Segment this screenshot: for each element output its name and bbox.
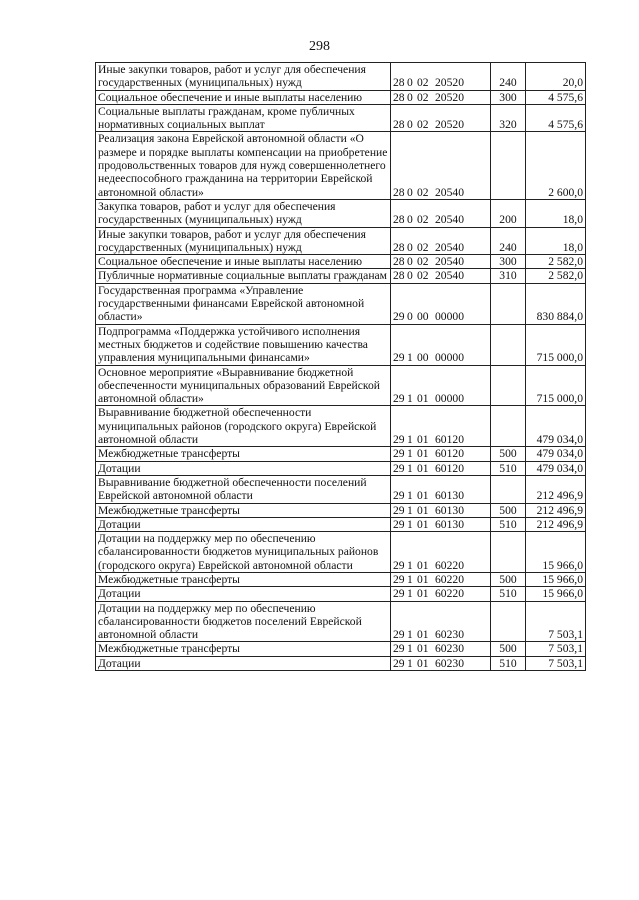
code-part-4: 60230	[435, 656, 464, 670]
code-part-3: 01	[417, 517, 429, 531]
code-part-1: 29	[393, 503, 405, 517]
code-part-1: 28	[393, 240, 405, 254]
code-part-3: 01	[417, 392, 429, 406]
row-expense-type	[491, 132, 526, 199]
code-part-1: 29	[393, 517, 405, 531]
row-code	[391, 365, 491, 406]
code-part-4: 20540	[435, 255, 464, 269]
code-part-2: 1	[407, 503, 413, 517]
code-part-3: 01	[417, 656, 429, 670]
code-part-4: 20520	[435, 76, 464, 90]
code-part-4: 00000	[435, 351, 464, 365]
table-row	[96, 324, 586, 365]
table-row	[96, 283, 586, 324]
code-part-2: 1	[407, 461, 413, 475]
code-part-4: 60220	[435, 558, 464, 572]
row-sum: 4 575,6	[526, 104, 586, 132]
row-name: Реализация закона Еврейской автономной области «О размере и порядке выплаты компенсации на приобретение продовольственных товаров для нужд совершеннолетнего недееспособного гражданина на территории Еврейской автономной области»	[96, 132, 391, 199]
row-sum: 20,0	[526, 63, 586, 91]
code-part-4: 20540	[435, 269, 464, 283]
code-part-3: 01	[417, 461, 429, 475]
row-name: Дотации	[96, 656, 391, 670]
row-code	[391, 475, 491, 503]
table-row	[96, 365, 586, 406]
row-code	[391, 324, 491, 365]
budget-table-body	[96, 63, 586, 671]
code-part-4: 60230	[435, 628, 464, 642]
page-number: 298	[309, 39, 330, 54]
row-sum: 212 496,9	[526, 475, 586, 503]
code-part-2: 0	[407, 255, 413, 269]
table-row	[96, 532, 586, 573]
code-part-3: 01	[417, 572, 429, 586]
row-code	[391, 532, 491, 573]
row-expense-type: 500	[491, 503, 526, 517]
table-row	[96, 406, 586, 447]
row-name: Дотации	[96, 461, 391, 475]
table-row	[96, 447, 586, 461]
row-code	[391, 656, 491, 670]
code-part-3: 02	[417, 185, 429, 199]
code-part-2: 0	[407, 185, 413, 199]
budget-table	[95, 62, 586, 671]
table-row	[96, 63, 586, 91]
table-row	[96, 642, 586, 656]
code-part-2: 1	[407, 558, 413, 572]
row-expense-type: 200	[491, 199, 526, 227]
code-part-1: 28	[393, 90, 405, 104]
row-expense-type: 240	[491, 227, 526, 255]
code-part-2: 1	[407, 351, 413, 365]
row-expense-type	[491, 406, 526, 447]
table-row	[96, 656, 586, 670]
row-name: Подпрограмма «Поддержка устойчивого исполнения местных бюджетов и содействие повышению качества управления муниципальными финансами»	[96, 324, 391, 365]
code-part-4: 20540	[435, 185, 464, 199]
code-part-2: 1	[407, 572, 413, 586]
row-expense-type: 500	[491, 572, 526, 586]
code-part-3: 02	[417, 240, 429, 254]
row-code	[391, 255, 491, 269]
row-expense-type: 310	[491, 269, 526, 283]
code-part-1: 28	[393, 185, 405, 199]
table-row	[96, 269, 586, 283]
code-part-3: 01	[417, 628, 429, 642]
code-part-2: 1	[407, 489, 413, 503]
row-name: Социальное обеспечение и иные выплаты населению	[96, 255, 391, 269]
row-name: Закупка товаров, работ и услуг для обеспечения государственных (муниципальных) нужд	[96, 199, 391, 227]
code-part-4: 20540	[435, 240, 464, 254]
code-part-4: 60120	[435, 447, 464, 461]
table-row	[96, 503, 586, 517]
row-name: Дотации на поддержку мер по обеспечению сбалансированности бюджетов поселений Еврейской автономной области	[96, 601, 391, 642]
code-part-1: 29	[393, 489, 405, 503]
code-part-3: 02	[417, 118, 429, 132]
table-row	[96, 227, 586, 255]
code-part-1: 29	[393, 392, 405, 406]
code-part-3: 02	[417, 90, 429, 104]
row-name: Межбюджетные трансферты	[96, 503, 391, 517]
row-sum: 18,0	[526, 199, 586, 227]
table-row	[96, 475, 586, 503]
row-sum: 15 966,0	[526, 572, 586, 586]
code-part-1: 29	[393, 433, 405, 447]
row-code	[391, 503, 491, 517]
code-part-4: 60230	[435, 642, 464, 656]
code-part-4: 00000	[435, 310, 464, 324]
row-sum: 212 496,9	[526, 517, 586, 531]
code-part-3: 01	[417, 433, 429, 447]
code-part-4: 60120	[435, 433, 464, 447]
row-name: Основное мероприятие «Выравнивание бюджетной обеспеченности муниципальных образований Еврейской автономной области»	[96, 365, 391, 406]
row-name: Межбюджетные трансферты	[96, 642, 391, 656]
row-expense-type: 300	[491, 90, 526, 104]
code-part-2: 0	[407, 310, 413, 324]
code-part-3: 02	[417, 255, 429, 269]
row-sum: 15 966,0	[526, 587, 586, 601]
row-expense-type	[491, 283, 526, 324]
code-part-4: 20520	[435, 118, 464, 132]
table-row	[96, 587, 586, 601]
code-part-4: 60130	[435, 517, 464, 531]
row-sum: 479 034,0	[526, 406, 586, 447]
row-expense-type	[491, 532, 526, 573]
row-code	[391, 642, 491, 656]
code-part-3: 01	[417, 558, 429, 572]
row-expense-type	[491, 475, 526, 503]
row-expense-type	[491, 365, 526, 406]
code-part-4: 20520	[435, 90, 464, 104]
row-name: Социальные выплаты гражданам, кроме публичных нормативных социальных выплат	[96, 104, 391, 132]
table-row	[96, 132, 586, 199]
code-part-4: 60120	[435, 461, 464, 475]
code-part-2: 0	[407, 76, 413, 90]
code-part-1: 28	[393, 76, 405, 90]
table-row	[96, 90, 586, 104]
code-part-1: 29	[393, 447, 405, 461]
row-code	[391, 517, 491, 531]
code-part-3: 02	[417, 269, 429, 283]
row-code	[391, 199, 491, 227]
code-part-1: 29	[393, 351, 405, 365]
table-row	[96, 517, 586, 531]
row-code	[391, 269, 491, 283]
code-part-3: 02	[417, 213, 429, 227]
row-name: Социальное обеспечение и иные выплаты населению	[96, 90, 391, 104]
row-sum: 15 966,0	[526, 532, 586, 573]
row-name: Государственная программа «Управление государственными финансами Еврейской автономной области»	[96, 283, 391, 324]
code-part-3: 01	[417, 642, 429, 656]
row-name: Иные закупки товаров, работ и услуг для обеспечения государственных (муниципальных) нужд	[96, 63, 391, 91]
code-part-2: 1	[407, 587, 413, 601]
code-part-1: 28	[393, 269, 405, 283]
code-part-2: 0	[407, 240, 413, 254]
code-part-2: 1	[407, 642, 413, 656]
code-part-1: 28	[393, 118, 405, 132]
code-part-1: 28	[393, 213, 405, 227]
code-part-2: 1	[407, 517, 413, 531]
row-sum: 2 582,0	[526, 269, 586, 283]
row-code	[391, 104, 491, 132]
row-code	[391, 406, 491, 447]
row-sum: 479 034,0	[526, 447, 586, 461]
code-part-2: 0	[407, 269, 413, 283]
table-row	[96, 104, 586, 132]
code-part-3: 01	[417, 489, 429, 503]
code-part-1: 29	[393, 572, 405, 586]
code-part-4: 20540	[435, 213, 464, 227]
row-sum: 830 884,0	[526, 283, 586, 324]
code-part-1: 28	[393, 255, 405, 269]
row-name: Выравнивание бюджетной обеспеченности поселений Еврейской автономной области	[96, 475, 391, 503]
code-part-1: 29	[393, 461, 405, 475]
code-part-4: 60130	[435, 489, 464, 503]
code-part-3: 00	[417, 310, 429, 324]
code-part-1: 29	[393, 558, 405, 572]
row-sum: 212 496,9	[526, 503, 586, 517]
row-code	[391, 227, 491, 255]
row-name: Дотации	[96, 587, 391, 601]
code-part-2: 1	[407, 656, 413, 670]
row-name: Дотации	[96, 517, 391, 531]
row-code	[391, 461, 491, 475]
code-part-1: 29	[393, 656, 405, 670]
row-code	[391, 601, 491, 642]
code-part-2: 1	[407, 433, 413, 447]
row-code	[391, 283, 491, 324]
row-name: Иные закупки товаров, работ и услуг для обеспечения государственных (муниципальных) нужд	[96, 227, 391, 255]
code-part-3: 01	[417, 447, 429, 461]
row-sum: 715 000,0	[526, 365, 586, 406]
row-expense-type: 510	[491, 656, 526, 670]
code-part-3: 01	[417, 587, 429, 601]
code-part-3: 02	[417, 76, 429, 90]
table-row	[96, 461, 586, 475]
row-sum: 7 503,1	[526, 642, 586, 656]
row-expense-type: 300	[491, 255, 526, 269]
row-code	[391, 572, 491, 586]
table-row	[96, 199, 586, 227]
table-row	[96, 572, 586, 586]
row-sum: 7 503,1	[526, 656, 586, 670]
code-part-4: 60220	[435, 587, 464, 601]
row-expense-type: 510	[491, 587, 526, 601]
code-part-1: 29	[393, 310, 405, 324]
row-code	[391, 447, 491, 461]
code-part-2: 1	[407, 447, 413, 461]
code-part-4: 60220	[435, 572, 464, 586]
row-sum: 715 000,0	[526, 324, 586, 365]
code-part-1: 29	[393, 628, 405, 642]
code-part-3: 00	[417, 351, 429, 365]
row-name: Дотации на поддержку мер по обеспечению сбалансированности бюджетов муниципальных районов (городского округа) Еврейской автономной области	[96, 532, 391, 573]
row-sum: 4 575,6	[526, 90, 586, 104]
row-code	[391, 90, 491, 104]
row-code	[391, 132, 491, 199]
row-code	[391, 63, 491, 91]
code-part-4: 00000	[435, 392, 464, 406]
table-row	[96, 601, 586, 642]
row-name: Выравнивание бюджетной обеспеченности муниципальных районов (городского округа) Еврейской автономной области	[96, 406, 391, 447]
row-sum: 479 034,0	[526, 461, 586, 475]
code-part-2: 0	[407, 90, 413, 104]
row-expense-type: 240	[491, 63, 526, 91]
row-expense-type	[491, 324, 526, 365]
row-sum: 7 503,1	[526, 601, 586, 642]
row-expense-type	[491, 601, 526, 642]
row-expense-type: 500	[491, 642, 526, 656]
code-part-3: 01	[417, 503, 429, 517]
row-sum: 2 582,0	[526, 255, 586, 269]
row-code	[391, 587, 491, 601]
row-sum: 2 600,0	[526, 132, 586, 199]
code-part-2: 0	[407, 213, 413, 227]
table-row	[96, 255, 586, 269]
row-expense-type: 320	[491, 104, 526, 132]
row-expense-type: 510	[491, 517, 526, 531]
row-expense-type: 500	[491, 447, 526, 461]
row-sum: 18,0	[526, 227, 586, 255]
code-part-4: 60130	[435, 503, 464, 517]
row-name: Межбюджетные трансферты	[96, 572, 391, 586]
row-name: Публичные нормативные социальные выплаты гражданам	[96, 269, 391, 283]
row-expense-type: 510	[491, 461, 526, 475]
code-part-2: 0	[407, 118, 413, 132]
code-part-2: 1	[407, 392, 413, 406]
code-part-1: 29	[393, 587, 405, 601]
row-name: Межбюджетные трансферты	[96, 447, 391, 461]
code-part-1: 29	[393, 642, 405, 656]
code-part-2: 1	[407, 628, 413, 642]
